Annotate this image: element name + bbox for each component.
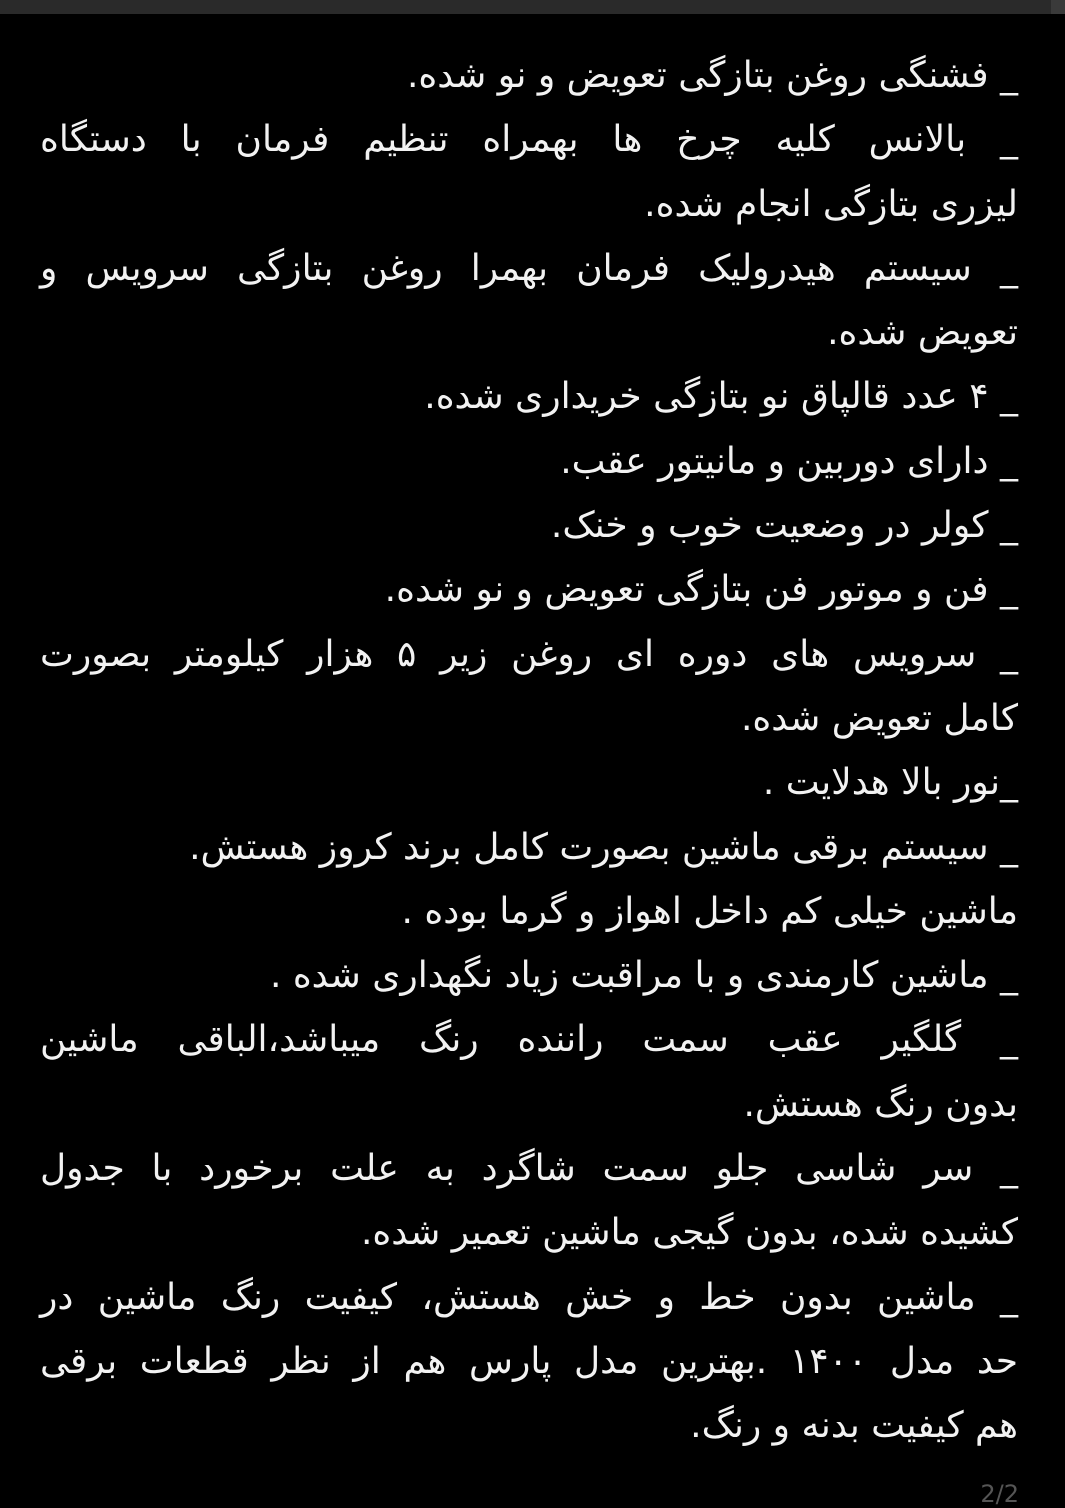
description-line: _ دارای دوربین و مانیتور عقب. (40, 430, 1018, 494)
description-line: لیزری بتازگی انجام شده. (40, 173, 1018, 237)
description-line: حد مدل ۱۴۰۰ .بهترین مدل پارس هم از نظر قطعات برقی (40, 1330, 1018, 1394)
description-line: _ فن و موتور فن بتازگی تعویض و نو شده. (40, 558, 1018, 622)
description-line: کشیده شده، بدون گیجی ماشین تعمیر شده. (40, 1201, 1018, 1265)
page-indicator: 2/2 (980, 1480, 1019, 1508)
description-line: _نور بالا هدلایت . (40, 751, 1018, 815)
description-line: بدون رنگ هستش. (40, 1073, 1018, 1137)
description-line: _ گلگیر عقب سمت راننده رنگ میباشد،الباقی ماشین (40, 1008, 1018, 1072)
top-status-bar (0, 0, 1065, 14)
description-line: _ بالانس کلیه چرخ ها بهمراه تنظیم فرمان با دستگاه (40, 108, 1018, 172)
description-text (40, 44, 1018, 1459)
description-line: _ ماشین بدون خط و خش هستش، کیفیت رنگ ماشین در (40, 1266, 1018, 1330)
top-bar-corner (1051, 0, 1065, 14)
description-line: تعویض شده. (40, 301, 1018, 365)
description-line: _ ۴ عدد قالپاق نو بتازگی خریداری شده. (40, 365, 1018, 429)
description-line: _ سیستم برقی ماشین بصورت کامل برند کروز هستش. (40, 816, 1018, 880)
description-line: _ سر شاسی جلو سمت شاگرد به علت برخورد با جدول (40, 1137, 1018, 1201)
description-line: _ سرویس های دوره ای روغن زیر ۵ هزار کیلومتر بصورت (40, 623, 1018, 687)
description-line: _ ماشین کارمندی و با مراقبت زیاد نگهداری شده . (40, 944, 1018, 1008)
description-line: _ سیستم هیدرولیک فرمان بهمرا روغن بتازگی سرویس و (40, 237, 1018, 301)
description-line: _ فشنگی روغن بتازگی تعویض و نو شده. (40, 44, 1018, 108)
description-line: کامل تعویض شده. (40, 687, 1018, 751)
description-line: هم کیفیت بدنه و رنگ. (40, 1394, 1018, 1458)
description-line: _ کولر در وضعیت خوب و خنک. (40, 494, 1018, 558)
description-line: ماشین خیلی کم داخل اهواز و گرما بوده . (40, 880, 1018, 944)
